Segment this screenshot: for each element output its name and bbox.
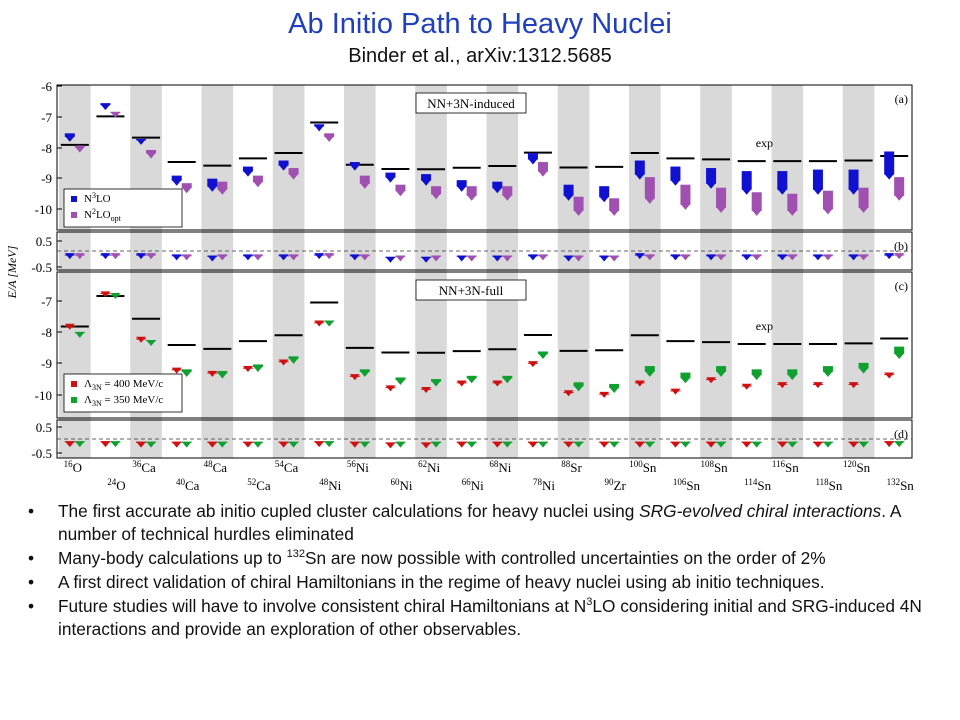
data-marker (599, 442, 609, 448)
y-tick-label: -0.5 (31, 446, 52, 461)
nucleus-label: $^{36}$Ca (132, 459, 156, 475)
y-tick-label: -7 (41, 294, 52, 309)
nucleus-label: $^{116}$Sn (771, 459, 799, 475)
data-marker (538, 254, 548, 260)
data-marker (538, 442, 548, 448)
bullet-list (28, 500, 928, 642)
nucleus-label: $^{24}$O (107, 477, 126, 493)
data-marker (110, 441, 120, 447)
data-band (645, 177, 655, 199)
bullet-item (28, 595, 928, 641)
data-band (894, 347, 904, 354)
legend-swatch (71, 212, 77, 218)
data-band (742, 171, 752, 190)
data-marker (742, 254, 752, 260)
data-marker (528, 254, 538, 260)
data-marker (385, 177, 395, 183)
data-band (217, 182, 227, 190)
y-axis-label: E/A [MeV] (5, 245, 19, 299)
data-marker (884, 441, 894, 447)
data-marker (395, 190, 405, 196)
data-marker (100, 253, 110, 259)
data-band (752, 192, 762, 211)
data-marker (324, 136, 334, 142)
y-tick-label: -10 (34, 202, 52, 217)
bullet-text: Many-body calculations up to (58, 548, 287, 568)
data-marker (385, 257, 395, 263)
data-marker (538, 353, 548, 359)
nucleus-label: $^{54}$Ca (274, 459, 299, 475)
data-marker (813, 442, 823, 448)
data-band (564, 185, 574, 196)
nucleus-label: $^{62}$Ni (418, 459, 441, 475)
data-marker (752, 210, 762, 216)
data-marker (894, 195, 904, 201)
nucleus-label: $^{48}$Ca (203, 459, 228, 475)
nucleus-label: $^{48}$Ni (319, 477, 342, 493)
data-marker (314, 441, 324, 447)
data-marker (538, 171, 548, 177)
data-marker (894, 441, 904, 447)
data-marker (884, 372, 894, 378)
data-marker (680, 442, 690, 448)
y-tick-label: -8 (41, 141, 52, 156)
data-marker (528, 361, 538, 367)
y-tick-label: -0.5 (31, 260, 52, 275)
data-marker (457, 256, 467, 262)
nucleus-label: $^{68}$Ni (489, 459, 512, 475)
data-band (635, 161, 645, 175)
data-marker (172, 368, 182, 374)
y-tick-label: -7 (41, 110, 52, 125)
data-marker (395, 442, 405, 448)
data-marker (457, 381, 467, 387)
legend-entry: $\Lambda_{3N} = 350$ MeV/c (84, 394, 164, 408)
data-band (431, 186, 441, 194)
data-marker (253, 366, 263, 372)
y-tick-label: 0.5 (35, 234, 52, 249)
bullet-text: LO considering initial and SRG-induced 4N interactions and provide an exploration of other observables. (58, 596, 922, 639)
data-marker (742, 189, 752, 195)
data-marker (813, 254, 823, 260)
nucleus-label: $^{78}$Ni (532, 477, 555, 493)
data-band (777, 171, 787, 190)
legend-swatch (71, 196, 77, 202)
data-marker (100, 441, 110, 447)
bullet-text: 132 (286, 548, 305, 561)
data-band (467, 186, 477, 196)
data-marker (467, 377, 477, 383)
data-band (894, 177, 904, 196)
data-marker (243, 442, 253, 448)
bullet-text: . A number of technical hurdles eliminated (58, 501, 901, 544)
data-marker (467, 256, 477, 262)
bullet-text: Future studies will have to involve consistent chiral Hamiltonians at N (58, 596, 587, 616)
data-marker (752, 374, 762, 380)
data-band (787, 194, 797, 211)
data-marker (100, 104, 110, 110)
data-band (670, 167, 680, 181)
legend-swatch (71, 397, 77, 403)
data-marker (609, 442, 619, 448)
data-marker (680, 377, 690, 383)
data-marker (467, 442, 477, 448)
nucleus-label: $^{118}$Sn (815, 477, 843, 493)
nucleus-label: $^{100}$Sn (629, 459, 657, 475)
nucleus-label: $^{132}$Sn (886, 477, 914, 493)
data-marker (182, 187, 192, 193)
data-marker (172, 180, 182, 186)
data-marker (752, 254, 762, 260)
exp-label: exp (755, 319, 774, 334)
legend-entry: $N^3LO$ (84, 191, 111, 205)
data-marker (670, 442, 680, 448)
data-band (502, 186, 512, 196)
data-marker (599, 256, 609, 262)
data-marker (172, 254, 182, 260)
data-marker (599, 392, 609, 398)
data-band (823, 191, 833, 210)
data-band (599, 186, 609, 197)
data-marker (670, 180, 680, 186)
data-marker (467, 195, 477, 201)
bullet-text: Sn are now possible with controlled uncertainties on the order of 2% (304, 548, 826, 568)
bullet-text: The first accurate ab initio cupled cluster calculations for heavy nuclei using (58, 501, 640, 521)
data-marker (742, 442, 752, 448)
nucleus-label: $^{66}$Ni (461, 477, 484, 493)
bullet-item (28, 500, 928, 546)
data-marker (528, 159, 538, 165)
data-band (360, 176, 370, 184)
nucleus-label: $^{114}$Sn (744, 477, 772, 493)
data-marker (314, 125, 324, 131)
data-band (538, 162, 548, 172)
panel-label: (a) (894, 92, 908, 106)
y-tick-label: -9 (41, 171, 52, 186)
data-marker (182, 371, 192, 377)
nucleus-label: $^{90}$Zr (604, 477, 626, 493)
data-marker (395, 256, 405, 262)
data-band (813, 170, 823, 190)
data-marker (324, 253, 334, 259)
data-marker (253, 254, 263, 260)
data-marker (609, 256, 619, 262)
exp-label: exp (755, 136, 774, 151)
nucleus-label: $^{60}$Ni (390, 477, 413, 493)
data-marker (324, 441, 334, 447)
data-marker (599, 196, 609, 202)
data-marker (385, 385, 395, 391)
data-marker (253, 442, 263, 448)
data-marker (680, 204, 690, 210)
panel-title: NN+3N-induced (427, 96, 515, 111)
data-marker (823, 208, 833, 214)
legend-swatch (71, 381, 77, 387)
data-band (859, 188, 869, 208)
data-marker (894, 353, 904, 359)
panel-label: (d) (894, 427, 908, 441)
bullet-text: SRG-evolved chiral interactions (639, 501, 882, 521)
data-marker (813, 189, 823, 195)
data-marker (314, 321, 324, 327)
nucleus-label: $^{52}$Ca (247, 477, 271, 493)
legend-box (64, 189, 182, 227)
bullet-text: A first direct validation of chiral Hamiltonians in the regime of heavy nuclei using ab initio techniques. (58, 572, 825, 592)
data-marker (884, 253, 894, 259)
data-marker (670, 389, 680, 395)
bullet-item (28, 547, 928, 570)
data-marker (752, 442, 762, 448)
data-marker (385, 442, 395, 448)
data-marker (243, 254, 253, 260)
panel-label: (b) (894, 239, 908, 253)
data-marker (528, 442, 538, 448)
bullet-dot: • (28, 572, 35, 592)
data-marker (395, 379, 405, 385)
data-marker (182, 254, 192, 260)
legend-entry: $N^2LO_{opt}$ (84, 207, 121, 223)
bullet-dot: • (28, 548, 35, 568)
data-marker (110, 253, 120, 259)
data-band (609, 198, 619, 211)
y-tick-label: -10 (34, 388, 52, 403)
y-tick-label: -6 (41, 79, 52, 94)
data-marker (314, 253, 324, 259)
data-marker (680, 254, 690, 260)
data-marker (253, 181, 263, 187)
bullet-dot: • (28, 596, 35, 616)
data-marker (172, 442, 182, 448)
nucleus-label: $^{16}$O (63, 459, 83, 475)
y-tick-label: 0.5 (35, 420, 52, 435)
slide-title: Ab Initio Path to Heavy Nuclei (288, 8, 672, 40)
data-marker (609, 210, 619, 216)
data-marker (609, 387, 619, 393)
data-marker (243, 366, 253, 372)
data-marker (457, 186, 467, 192)
panel-title: NN+3N-full (438, 283, 504, 298)
data-marker (894, 253, 904, 259)
data-marker (823, 254, 833, 260)
y-tick-label: -9 (41, 356, 52, 371)
data-marker (243, 171, 253, 177)
data-marker (813, 382, 823, 388)
data-band (716, 188, 726, 208)
data-band (706, 168, 716, 184)
bullet-item (28, 571, 928, 594)
data-marker (823, 371, 833, 377)
bullet-dot: • (28, 501, 35, 521)
data-marker (457, 442, 467, 448)
data-marker (324, 321, 334, 327)
nucleus-label: $^{56}$Ni (346, 459, 369, 475)
data-marker (670, 254, 680, 260)
nucleus-label: $^{106}$Sn (672, 477, 701, 493)
data-band (849, 170, 859, 190)
data-marker (884, 174, 894, 180)
data-band (574, 197, 584, 211)
nucleus-label: $^{88}$Sr (561, 459, 582, 475)
data-marker (823, 442, 833, 448)
panel-label: (c) (894, 279, 908, 293)
legend-entry: $\Lambda_{3N} = 400$ MeV/c (84, 378, 164, 392)
nucleus-label: $^{108}$Sn (700, 459, 728, 475)
slide-subtitle: Binder et al., arXiv:1312.5685 (348, 45, 612, 67)
nucleus-label: $^{120}$Sn (842, 459, 871, 475)
data-band (207, 179, 217, 187)
data-marker (182, 442, 192, 448)
data-marker (742, 384, 752, 390)
data-band (680, 185, 690, 205)
nucleus-label: $^{40}$Ca (175, 477, 200, 493)
bullet-text: 3 (586, 596, 593, 609)
data-band (884, 151, 894, 174)
y-tick-label: -8 (41, 325, 52, 340)
